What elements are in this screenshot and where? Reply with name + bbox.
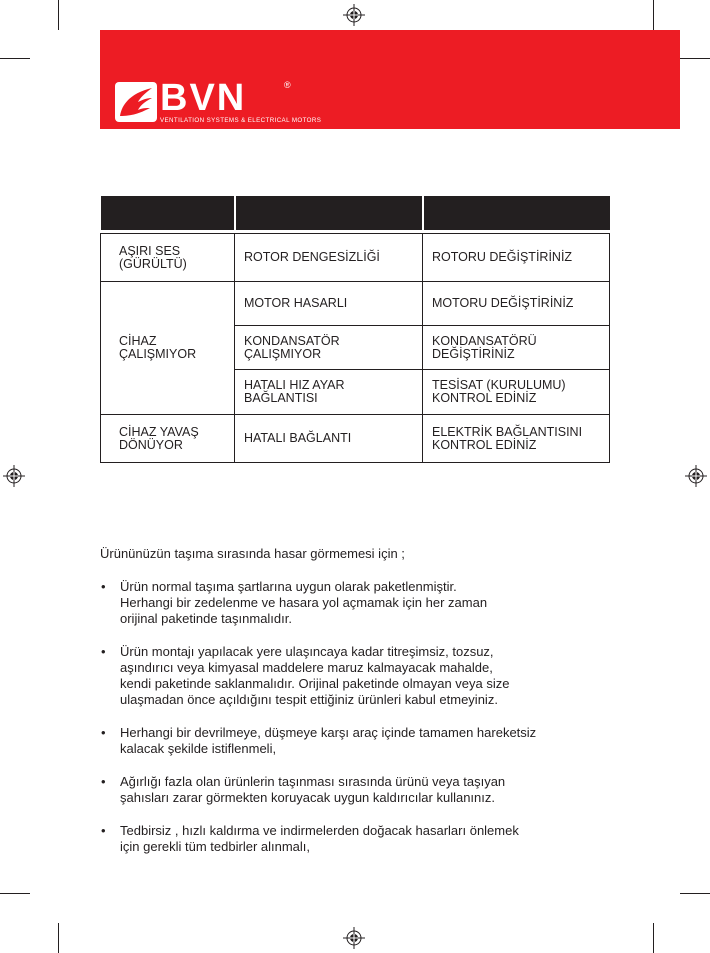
registration-mark-icon (343, 4, 365, 26)
brand-tagline: VENTILATION SYSTEMS & ELECTRICAL MOTORS (160, 117, 322, 124)
bullet-icon: • (101, 725, 106, 740)
registration-mark-icon (343, 927, 365, 949)
crop-mark (680, 58, 710, 59)
symptom-cell: AŞIRI SES (GÜRÜLTÜ) (101, 234, 235, 282)
remedy-cell: ELEKTRİK BAĞLANTISINI KONTROL EDİNİZ (423, 415, 610, 463)
transport-list (100, 579, 620, 855)
symptom-cell: CİHAZ YAVAŞ DÖNÜYOR (101, 415, 235, 463)
transport-instructions (100, 546, 620, 872)
table-row (101, 234, 610, 282)
crop-mark (653, 923, 654, 953)
cause-cell: KONDANSATÖR ÇALIŞMIYOR (235, 326, 423, 370)
list-item: • Herhangi bir devrilmeye, düşmeye karşı araç içinde tamamen hareketsiz kalacak şekilde istiflenmeli, (101, 725, 537, 756)
bullet-icon: • (101, 579, 106, 594)
bullet-icon: • (101, 823, 106, 838)
brand-logo (114, 77, 322, 126)
list-item: • Tedbirsiz , hızlı kaldırma ve indirmelerden doğacak hasarları önlemek için gerekli tüm tedbirler alınmalı, (101, 823, 519, 854)
crop-mark (0, 58, 30, 59)
table-row (101, 282, 610, 326)
brand-name: BVN (160, 77, 247, 119)
remedy-cell: MOTORU DEĞİŞTİRİNİZ (423, 282, 610, 326)
registered-mark: ® (284, 80, 291, 90)
list-item: • Ağırlığı fazla olan ürünlerin taşınması sırasında ürünü veya taşıyan şahısları zarar görmekten koruyacak uygun kaldırıcılar kullanınız. (101, 774, 506, 805)
crop-mark (58, 0, 59, 30)
transport-intro: Ürününüzün taşıma sırasında hasar görmemesi için ; (100, 546, 405, 561)
cause-cell: HATALI HIZ AYAR BAĞLANTISI (235, 370, 423, 415)
list-item: • Ürün normal taşıma şartlarına uygun olarak paketlenmiştir. Herhangi bir zedelenme ve hasara yol açmamak için her zaman orijinal paketinde taşınmalıdır. (101, 579, 488, 626)
crop-mark (58, 923, 59, 953)
cause-cell: MOTOR HASARLI (235, 282, 423, 326)
cause-cell: ROTOR DENGESİZLİĞİ (235, 234, 423, 282)
header-cell-symptom (101, 196, 235, 230)
table-header-row (101, 196, 610, 230)
symptom-cell: CİHAZ ÇALIŞMIYOR (101, 282, 235, 415)
table-row (101, 415, 610, 463)
registration-mark-icon (685, 465, 707, 487)
troubleshooting-table (100, 196, 610, 463)
bullet-icon: • (101, 644, 106, 659)
remedy-cell: KONDANSATÖRÜ DEĞİŞTİRİNİZ (423, 326, 610, 370)
crop-mark (653, 0, 654, 30)
wing-logo-icon (114, 80, 158, 124)
header-cell-cause (235, 196, 423, 230)
remedy-cell: ROTORU DEĞİŞTİRİNİZ (423, 234, 610, 282)
bullet-icon: • (101, 774, 106, 789)
crop-mark (0, 893, 30, 894)
header-banner (100, 30, 680, 129)
remedy-cell: TESİSAT (KURULUMU) KONTROL EDİNİZ (423, 370, 610, 415)
crop-mark (680, 893, 710, 894)
list-item: • Ürün montajı yapılacak yere ulaşıncaya kadar titreşimsiz, tozsuz, aşındırıcı veya kimyasal maddelere maruz kalmayacak mahalde, kendi paketinde saklanmalıdır. Orijinal paketinde olmayan veya size ulaşmadan önce açıldığını tespit ettiğiniz ürünleri kabul etmeyiniz. (101, 644, 510, 707)
header-cell-remedy (423, 196, 610, 230)
registration-mark-icon (3, 465, 25, 487)
cause-cell: HATALI BAĞLANTI (235, 415, 423, 463)
